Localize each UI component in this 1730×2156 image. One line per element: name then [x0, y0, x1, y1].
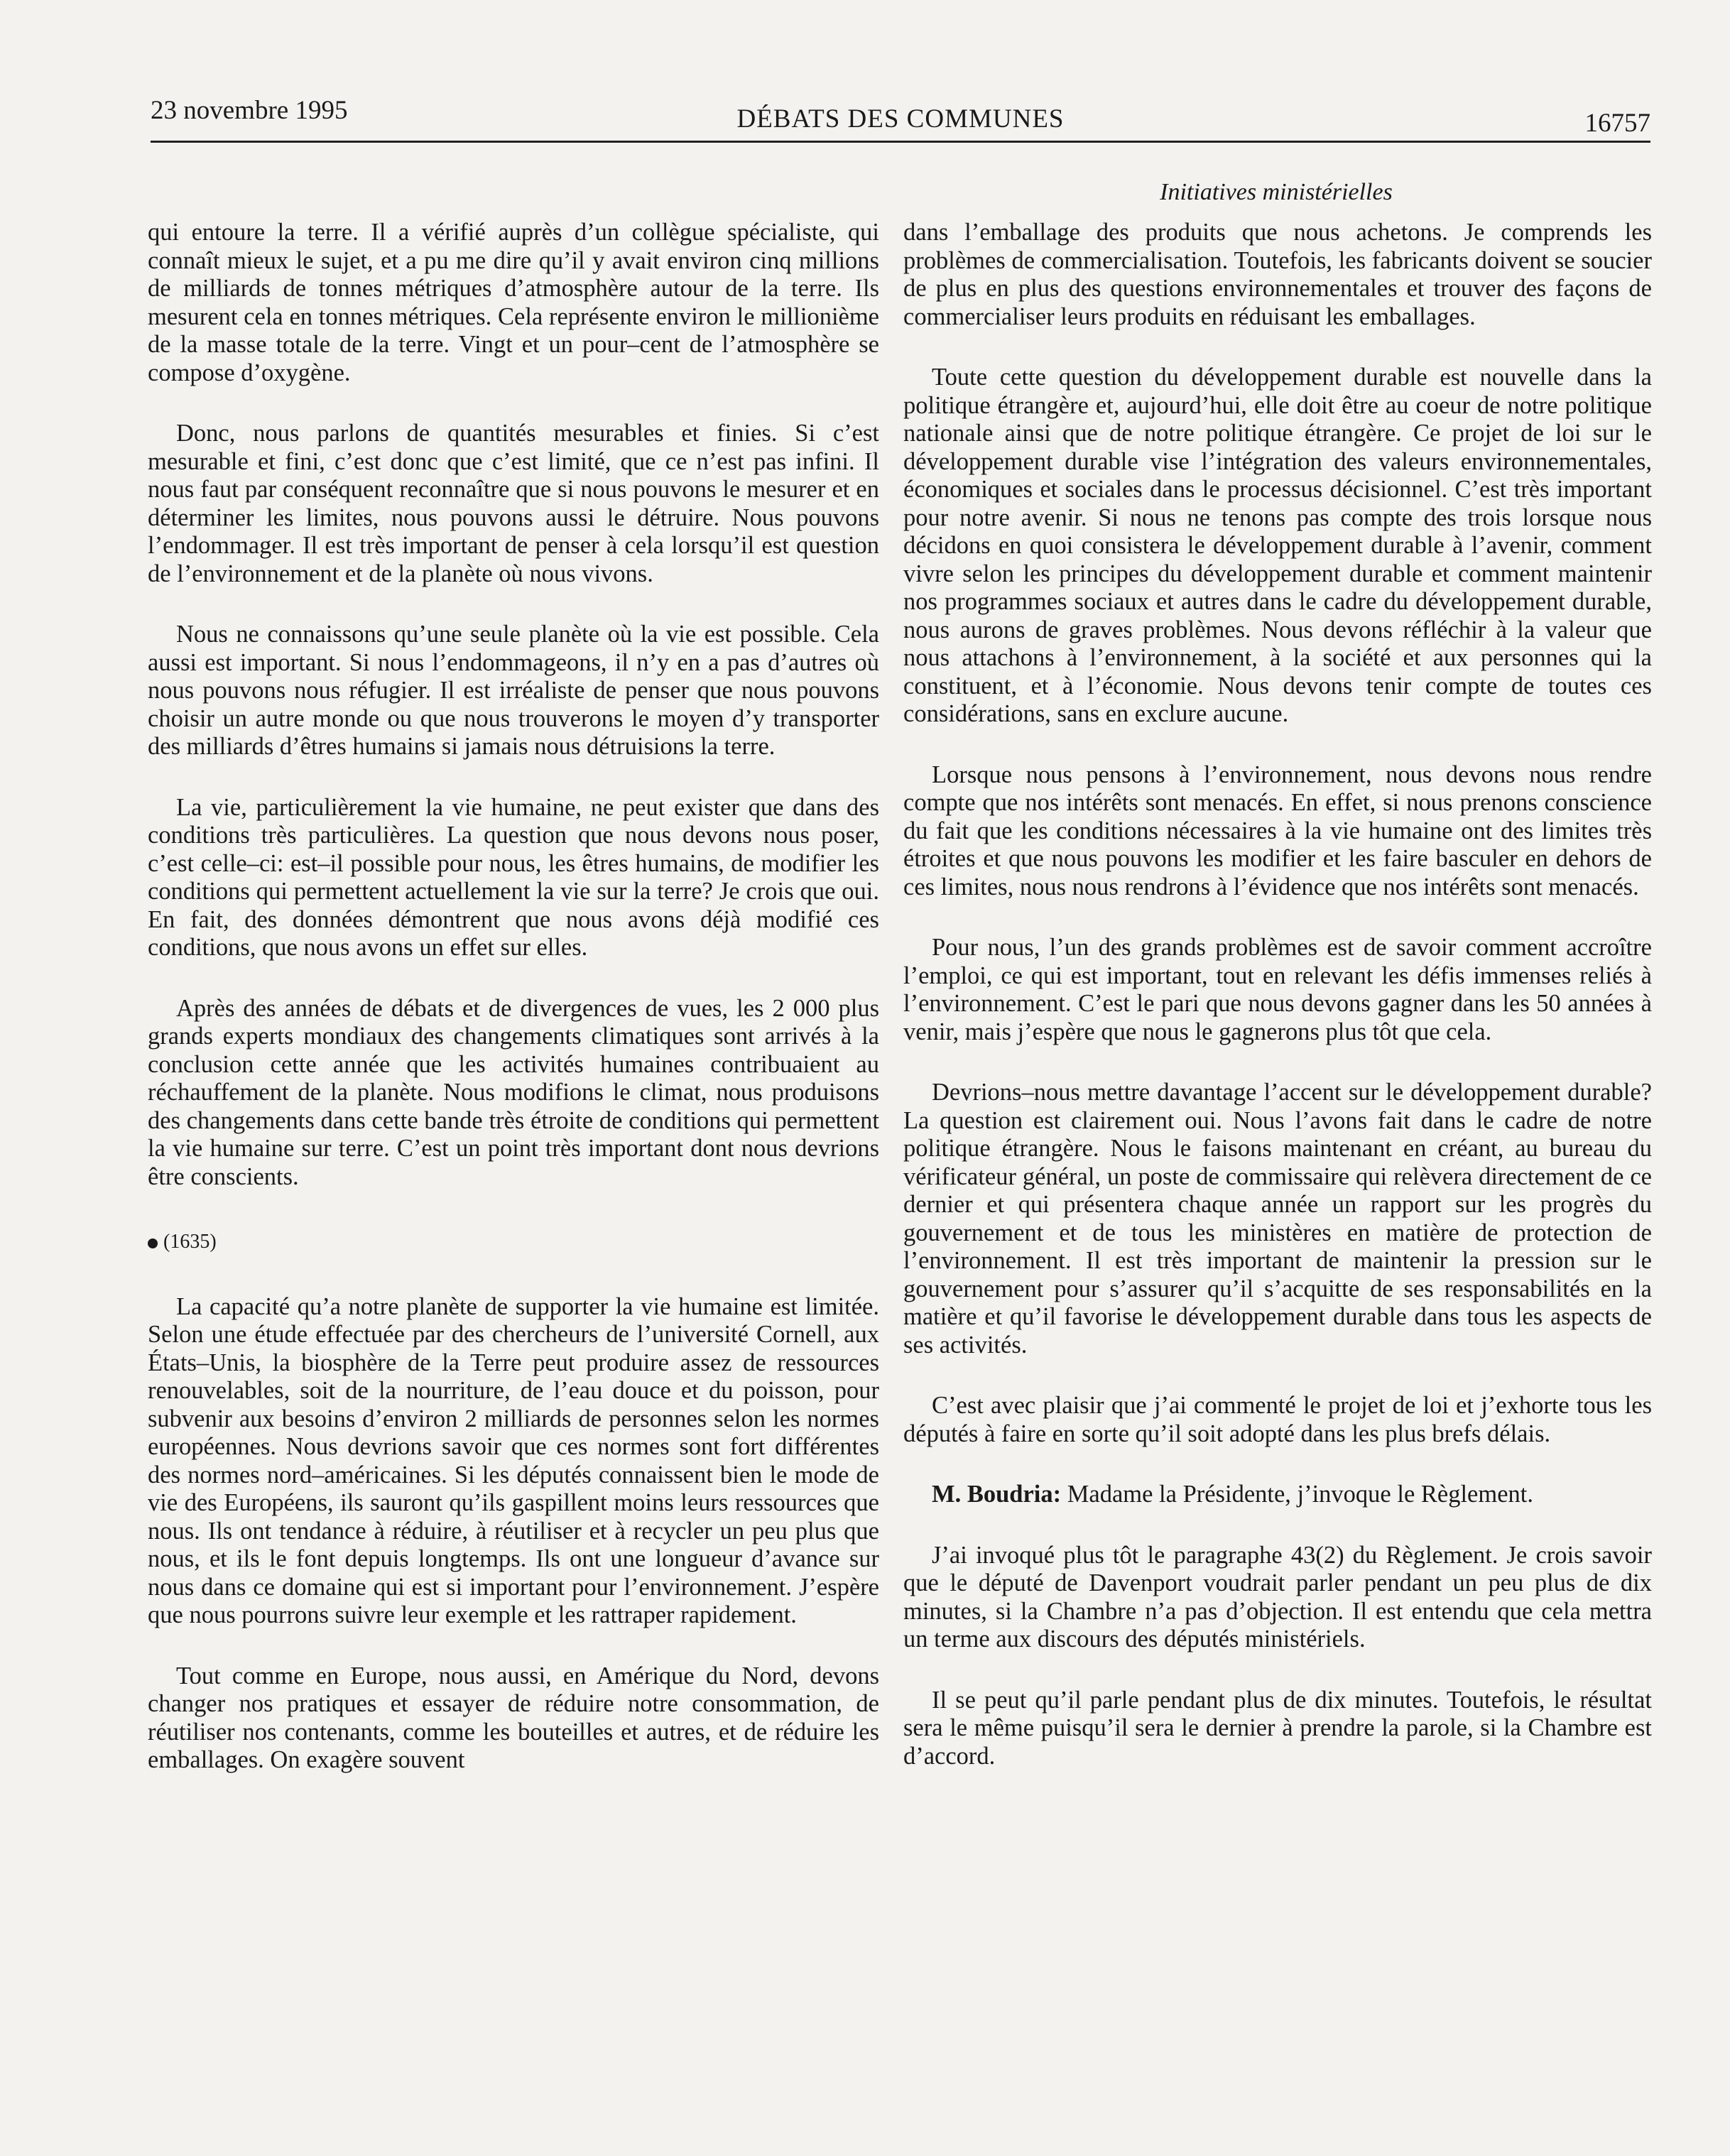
- left-column: [148, 219, 879, 1807]
- bullet-icon: [148, 1238, 158, 1248]
- speaker-name: M. Boudria:: [932, 1481, 1062, 1508]
- page-header: [151, 89, 1650, 139]
- right-paragraph-4: Pour nous, l’un des grands problèmes est de savoir comment accroître l’emploi, ce qui est important, tout en relevant les défis immenses reliés à l’environnement. C’est le pari que nous devons gagner dans les 50 années à venir, mais j’espère que nous le gagnerons plus tôt que cela.: [903, 934, 1652, 1045]
- right-paragraph-9: Il se peut qu’il parle pendant plus de dix minutes. Toutefois, le résultat sera le même puisqu’il sera le dernier à prendre la parole, si la Chambre est d’accord.: [903, 1686, 1652, 1770]
- speaker-text: Madame la Présidente, j’invoque le Règlement.: [1061, 1481, 1533, 1508]
- right-paragraph-8: J’ai invoqué plus tôt le paragraphe 43(2) du Règlement. Je crois savoir que le député de Davenport voudrait parler pendant un peu plus de dix minutes, si la Chambre n’a pas d’objection. Il est entendu que cela mettra un terme aux discours des députés ministériels.: [903, 1541, 1652, 1653]
- left-paragraph-5: Après des années de débats et de divergences de vues, les 2 000 plus grands experts mondiaux des changements climatiques sont arrivés à la conclusion cette année que les activités humaines contribuaient au réchauffement de la planète. Nous modifions le climat, nous produisons des changements dans cette bande très étroite de conditions qui permettent la vie humaine sur terre. C’est un point très important dont nous devrions être conscients.: [148, 994, 879, 1190]
- time-marker: [148, 1228, 879, 1256]
- left-paragraph-6: La capacité qu’a notre planète de supporter la vie humaine est limitée. Selon une étude effectuée par des chercheurs de l’université Cornell, aux États–Unis, la biosphère de la Terre peut produire assez de ressources renouvelables, soit de la nourriture, de l’eau douce et du poisson, pour subvenir aux besoins d’environ 2 milliards de personnes selon les normes européennes. Nous devrions savoir que ces normes sont fort différentes des normes nord–américaines. Si les députés connaissent bien le mode de vie des Européens, ils sauront qu’ils gaspillent moins leurs ressources que nous. Ils ont tendance à réduire, à réutiliser et à recycler un peu plus que nous, et ils le font depuis longtemps. Ils ont une longueur d’avance sur nous dans ce domaine qui est si important pour l’environnement. J’espère que nous pourrons suivre leur exemple et les rattraper rapidement.: [148, 1292, 879, 1628]
- header-rule: [151, 141, 1650, 143]
- left-paragraph-7: Tout comme en Europe, nous aussi, en Amérique du Nord, devons changer nos pratiques et essayer de réduire notre consommation, de réutiliser nos contenants, comme les bouteilles et autres, et de réduire les emballages. On exagère souvent: [148, 1662, 879, 1773]
- header-date: 23 novembre 1995: [151, 96, 348, 125]
- right-paragraph-2: Toute cette question du développement durable est nouvelle dans la politique étrangère et, aujourd’hui, elle doit être au coeur de notre politique nationale ainsi que de notre politique étrangère. Ce projet de loi sur le développement durable vise l’intégration des valeurs environnementales, économiques et sociales dans le processus décisionnel. C’est très important pour notre avenir. Si nous ne tenons pas compte des trois lorsque nous décidons en quoi consistera le développement durable à l’avenir, comment vivre selon les principes du développement durable et comment maintenir nos programmes sociaux et autres dans le cadre du développement durable, nous aurons de graves problèmes. Nous devons réfléchir à la valeur que nous attachons à l’environnement, à la société et aux personnes qui la constituent, et à l’économie. Nous devons tenir compte de toutes ces considérations, sans en exclure aucune.: [903, 364, 1652, 727]
- right-paragraph-3: Lorsque nous pensons à l’environnement, nous devons nous rendre compte que nos intérêts sont menacés. En effet, si nous prenons conscience du fait que les conditions nécessaires à la vie humaine ont des limites très étroites et que nous pouvons les modifier et les faire basculer en dehors de ces limites, nous nous rendrons à l’évidence que nos intérêts sont menacés.: [903, 761, 1652, 900]
- left-paragraph-2: Donc, nous parlons de quantités mesurables et finies. Si c’est mesurable et fini, c’est donc que c’est limité, que ce n’est pas infini. Il nous faut par conséquent reconnaître que si nous pouvons le mesurer et en déterminer les limites, nous pouvons aussi le détruire. Nous pouvons l’endommager. Il est très important de penser à cela lorsqu’il est question de l’environnement et de la planète où nous vivons.: [148, 420, 879, 587]
- right-paragraph-1: dans l’emballage des produits que nous achetons. Je comprends les problèmes de commercialisation. Toutefois, les fabricants doivent se soucier de plus en plus des questions environnementales et trouver des façons de commercialiser leurs produits en réduisant les emballages.: [903, 219, 1652, 330]
- left-paragraph-1: qui entoure la terre. Il a vérifié auprès d’un collègue spécialiste, qui connaît mieux le sujet, et a pu me dire qu’il y avait environ cinq millions de milliards de tonnes métriques d’atmosphère autour de la terre. Ils mesurent cela en tonnes métriques. Cela représente environ le millionième de la masse totale de la terre. Vingt et un pour–cent de l’atmosphère se compose d’oxygène.: [148, 219, 879, 386]
- header-page-number: 16757: [1584, 109, 1650, 138]
- time-marker-text: (1635): [163, 1231, 217, 1253]
- right-column: [903, 219, 1652, 1803]
- left-paragraph-3: Nous ne connaissons qu’une seule planète où la vie est possible. Cela aussi est important. Si nous l’endommageons, il n’y en a pas d’autres où nous pouvons nous réfugier. Il est irréaliste de penser que nous pouvons choisir un autre monde ou que nous trouverons le moyen d’y transporter des milliards d’êtres humains si jamais nous détruisions la terre.: [148, 621, 879, 760]
- section-label: Initiatives ministérielles: [1160, 179, 1393, 205]
- left-paragraph-4: La vie, particulièrement la vie humaine, ne peut exister que dans des conditions très particulières. La question que nous devons nous poser, c’est celle–ci: est–il possible pour nous, les êtres humains, de modifier les conditions qui permettent actuellement la vie sur la terre? Je crois que oui. En fait, des données démontrent que nous avons déjà modifié ces conditions, que nous avons un effet sur elles.: [148, 793, 879, 961]
- right-paragraph-6: C’est avec plaisir que j’ai commenté le projet de loi et j’exhorte tous les députés à faire en sorte qu’il soit adopté dans les plus brefs délais.: [903, 1392, 1652, 1447]
- right-paragraph-5: Devrions–nous mettre davantage l’accent sur le développement durable? La question est clairement oui. Nous l’avons fait dans le cadre de notre politique étrangère. Nous le faisons maintenant en créant, au bureau du vérificateur général, un poste de commissaire qui relèvera directement de ce dernier et qui présentera chaque année un rapport sur les progrès du gouvernement et de tous les ministères en matière de protection de l’environnement. Il est très important de maintenir la pression sur le gouvernement pour s’assurer qu’il s’acquitte de ses responsabilités en la matière et qu’il favorise le développement durable dans tous les aspects de ses activités.: [903, 1079, 1652, 1359]
- right-paragraph-7: [903, 1481, 1652, 1509]
- header-title: DÉBATS DES COMMUNES: [736, 104, 1065, 134]
